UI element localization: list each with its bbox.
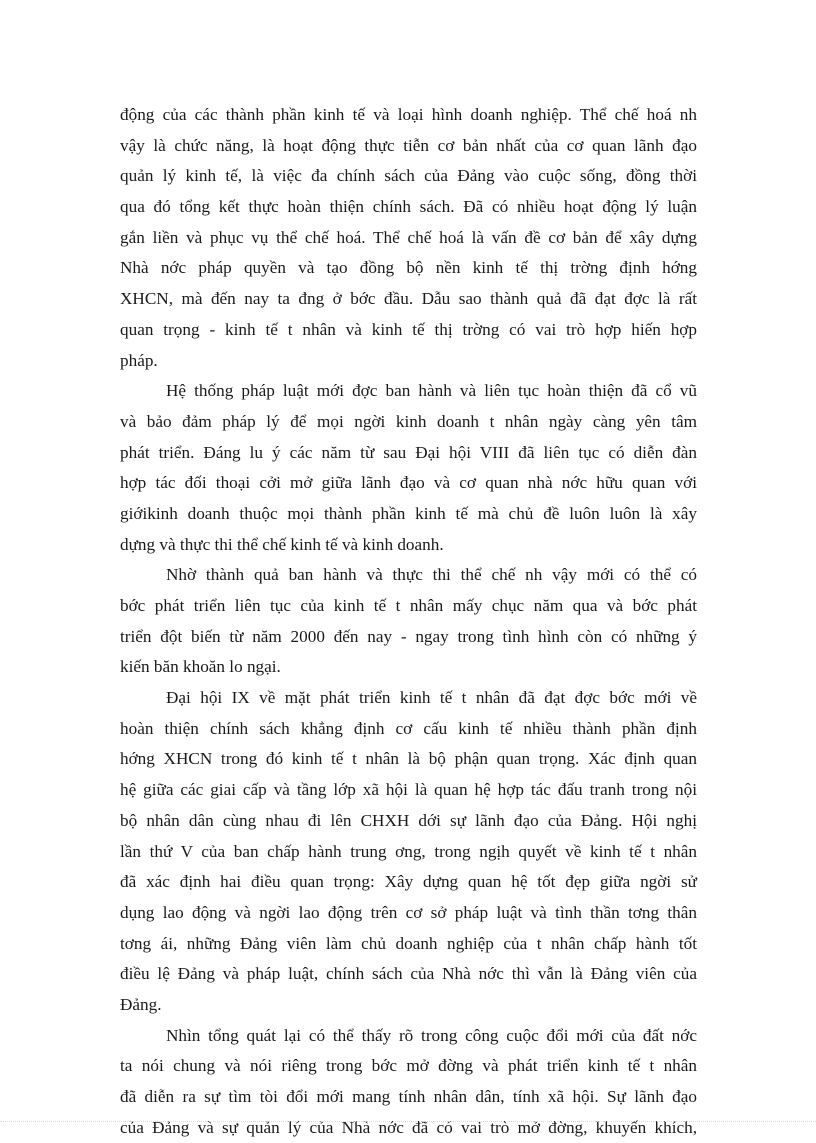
- text-line: điều lệ Đảng và pháp luật, chính sách của Nhà nớc thì vẫn là Đảng viên của: [120, 964, 697, 984]
- text-line: gắn liền và phục vụ thể chế hoá. Thể chế hoá là vấn đề cơ bản để xây dựng: [120, 227, 697, 247]
- text-line: quan trọng - kinh tế t nhân và kinh tế thị trờng có vai trò hợp hiến hợp: [120, 319, 697, 339]
- text-line: hợp tác đối thoại cởi mở giữa lãnh đạo và cơ quan nhà nớc hữu quan với: [120, 473, 697, 493]
- paragraph-4: [120, 683, 697, 1021]
- text-line: triển đột biến từ năm 2000 đến nay - ngay trong tình hình còn có những ý: [120, 626, 697, 646]
- text-line: Đại hội IX về mặt phát triển kinh tế t nhân đã đạt đợc bớc mới về: [166, 688, 697, 708]
- text-line: vậy là chức năng, là hoạt động thực tiễn cơ bản nhất của cơ quan lãnh đạo: [120, 135, 697, 155]
- text-line: hớng XHCN trong đó kinh tế t nhân là bộ phận quan trọng. Xác định quan: [120, 749, 697, 769]
- text-line: động của các thành phần kinh tế và loại hình doanh nghiệp. Thể chế hoá nh: [120, 105, 697, 124]
- text-line: bớc phát triển liên tục của kinh tế t nhân mấy chục năm qua và bớc phát: [120, 596, 697, 615]
- text-line: hệ giữa các giai cấp và tầng lớp xã hội là quan hệ hợp tác đấu tranh trong nội: [120, 780, 697, 800]
- paragraph-5: [120, 1021, 697, 1143]
- text-line: Nhờ thành quả ban hành và thực thi thể chế nh vậy mới có thể có: [166, 565, 697, 585]
- text-line: Nhà nớc pháp quyền và tạo đồng bộ nền kinh tế thị trờng định hớng: [120, 258, 697, 278]
- text-line: pháp.: [120, 350, 158, 370]
- document-page: [120, 100, 697, 1143]
- paragraph-3: [120, 560, 697, 683]
- text-line: Hệ thống pháp luật mới đợc ban hành và liên tục hoàn thiện đã cổ vũ: [166, 381, 697, 401]
- text-line: dụng lao động và ngời lao động trên cơ sở pháp luật và tình thần tơng thân: [120, 902, 697, 922]
- text-line: quản lý kinh tế, là việc đa chính sách của Đảng vào cuộc sống, đồng thời: [120, 166, 697, 186]
- text-line: Nhìn tổng quát lại có thể thấy rõ trong công cuộc đổi mới của đất nớc: [166, 1025, 697, 1045]
- text-line: và bảo đảm pháp lý để mọi ngời kinh doanh t nhân ngày càng yên tâm: [120, 411, 697, 431]
- paragraph-2: [120, 376, 697, 560]
- text-line: bộ nhân dân cùng nhau đi lên CHXH dới sự lãnh đạo của Đảng. Hội nghị: [120, 810, 697, 830]
- text-line: lần thứ V của ban chấp hành trung ơng, trong ngịh quyết về kinh tế t nhân: [120, 841, 697, 861]
- text-line: ta nói chung và nói riêng trong bớc mở đờng và phát triển kinh tế t nhân: [120, 1056, 697, 1076]
- text-line: qua đó tổng kết thực hoàn thiện chính sách. Đã có nhiều hoạt động lý luận: [120, 197, 697, 217]
- paragraph-1: [120, 100, 697, 376]
- text-line: Đảng.: [120, 994, 162, 1014]
- page-bottom-divider: [0, 1121, 816, 1122]
- text-line: dựng và thực thi thể chế kinh tế và kinh doanh.: [120, 534, 444, 554]
- text-line: hoàn thiện chính sách khẳng định cơ cấu kinh tế nhiều thành phần định: [120, 718, 697, 738]
- text-line: kiến băn khoăn lo ngại.: [120, 657, 281, 677]
- text-line: giớikinh doanh thuộc mọi thành phần kinh tế mà chủ đề luôn luôn là xây: [120, 503, 697, 523]
- text-line: của Đảng và sự quản lý của Nhà nớc đã có vai trò mở đờng, khuyến khích,: [120, 1117, 697, 1137]
- text-line: đã diễn ra sự tìm tòi đổi mới mang tính nhân dân, tính xã hội. Sự lãnh đạo: [120, 1087, 697, 1106]
- text-line: phát triển. Đáng lu ý các năm từ sau Đại hội VIII đã liên tục có diễn đàn: [120, 442, 697, 462]
- text-line: tơng ái, những Đảng viên làm chủ doanh nghiệp của t nhân chấp hành tốt: [120, 933, 697, 953]
- text-line: XHCN, mà đến nay ta đng ở bớc đầu. Dẫu sao thành quả đã đạt đợc là rất: [120, 289, 697, 309]
- text-line: đã xác định hai điều quan trọng: Xây dựng quan hệ tốt đẹp giữa ngời sử: [120, 872, 697, 892]
